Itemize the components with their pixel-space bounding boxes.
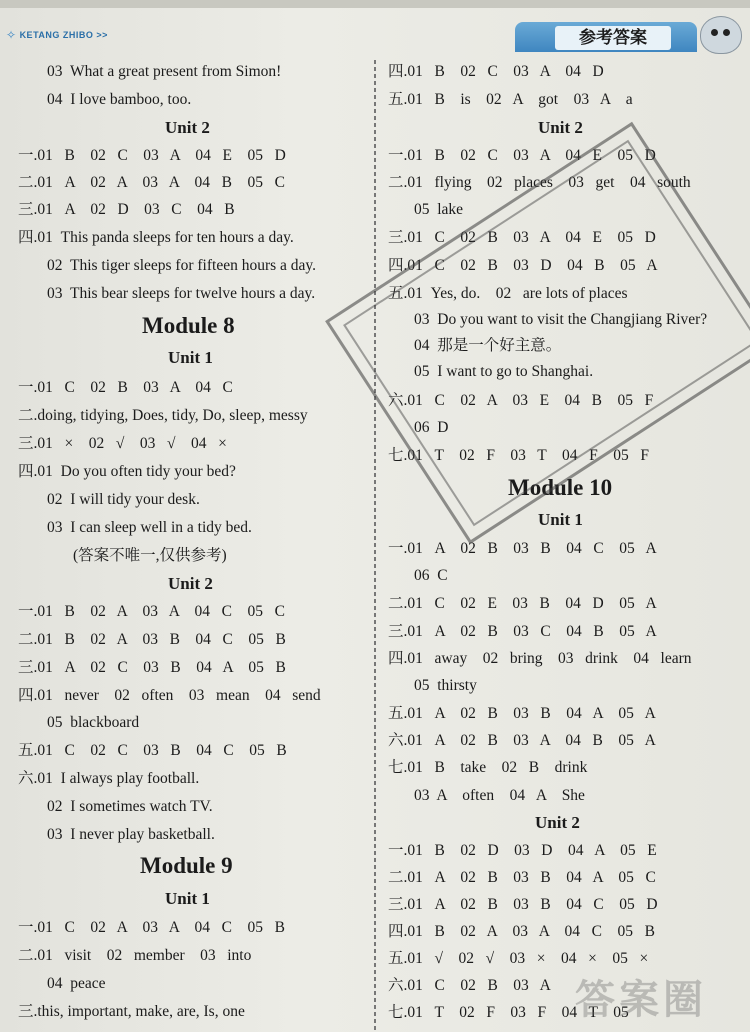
brand-text: KETANG ZHIBO >> bbox=[19, 30, 108, 40]
column-divider bbox=[374, 60, 376, 1030]
answer-line: 03 A often 04 A She bbox=[414, 787, 585, 804]
brand-header bbox=[6, 28, 108, 42]
answer-line: 五.01 B is 02 A got 03 A a bbox=[388, 91, 633, 108]
mascot-eye-right bbox=[723, 29, 730, 36]
answer-line: 05 thirsty bbox=[414, 677, 477, 694]
answer-line: 03 I never play basketball. bbox=[47, 826, 215, 843]
answer-line: 六.01 A 02 B 03 A 04 B 05 A bbox=[388, 732, 656, 749]
mascot-eye-left bbox=[711, 29, 718, 36]
answer-line: 一.01 A 02 B 03 B 04 C 05 A bbox=[388, 540, 657, 557]
module-heading: Module 9 bbox=[140, 853, 233, 878]
answer-line: 五.01 C 02 C 03 B 04 C 05 B bbox=[18, 742, 287, 759]
answer-line: 03 What a great present from Simon! bbox=[47, 63, 282, 80]
answer-line: 05 blackboard bbox=[47, 714, 140, 731]
answer-line: 五.01 Yes, do. 02 are lots of places bbox=[388, 285, 628, 302]
unit-heading: Unit 2 bbox=[168, 574, 213, 593]
answer-line: 02 This tiger sleeps for fifteen hours a day. bbox=[47, 257, 317, 274]
top-edge bbox=[0, 0, 750, 8]
answer-line: 三.01 × 02 √ 03 √ 04 × bbox=[18, 435, 227, 452]
answer-line: 三.01 A 02 C 03 B 04 A 05 B bbox=[18, 659, 286, 676]
answer-line: 三.this, important, make, are, Is, one bbox=[18, 1003, 245, 1020]
unit-heading: Unit 1 bbox=[168, 348, 213, 367]
answer-line: 二.01 visit 02 member 03 into bbox=[18, 947, 252, 964]
unit-heading: Unit 1 bbox=[165, 889, 210, 908]
section-tab-label: 参考答案 bbox=[555, 26, 671, 50]
answer-line: 四.01 never 02 often 03 mean 04 send bbox=[18, 687, 321, 704]
unit-heading: Unit 2 bbox=[535, 813, 580, 832]
answer-line: 06 D bbox=[414, 419, 449, 436]
answer-line: 四.01 away 02 bring 03 drink 04 learn bbox=[388, 650, 692, 667]
answer-line: 05 I want to go to Shanghai. bbox=[414, 363, 594, 380]
brand-mark-icon: ✧ bbox=[6, 28, 17, 42]
answer-line: 03 I can sleep well in a tidy bed. bbox=[47, 519, 252, 536]
answer-line: 一.01 B 02 C 03 A 04 E 05 D bbox=[18, 147, 286, 164]
answer-line: 五.01 A 02 B 03 B 04 A 05 A bbox=[388, 705, 656, 722]
answer-line: 四.01 B 02 A 03 A 04 C 05 B bbox=[388, 923, 655, 940]
answer-line: 六.01 I always play football. bbox=[18, 770, 200, 787]
answer-line: 四.01 C 02 B 03 D 04 B 05 A bbox=[388, 257, 658, 274]
unit-heading: Unit 2 bbox=[538, 118, 583, 137]
answer-line: 02 I sometimes watch TV. bbox=[47, 798, 213, 815]
answer-line: 一.01 C 02 B 03 A 04 C bbox=[18, 379, 233, 396]
answer-line: 六.01 C 02 A 03 E 04 B 05 F bbox=[388, 392, 654, 409]
answer-line: 02 I will tidy your desk. bbox=[47, 491, 200, 508]
answer-line: 三.01 A 02 B 03 C 04 B 05 A bbox=[388, 623, 657, 640]
answer-line: 四.01 Do you often tidy your bed? bbox=[18, 463, 236, 480]
answer-line: 七.01 T 02 F 03 F 04 T 05 bbox=[388, 1004, 629, 1021]
answer-line: 二.01 C 02 E 03 B 04 D 05 A bbox=[388, 595, 657, 612]
answer-line: 一.01 C 02 A 03 A 04 C 05 B bbox=[18, 919, 285, 936]
mascot-icon bbox=[700, 16, 742, 54]
answer-line: 二.01 A 02 B 03 B 04 A 05 C bbox=[388, 869, 656, 886]
answer-line: 三.01 A 02 D 03 C 04 B bbox=[18, 201, 235, 218]
answer-line: 四.01 This panda sleeps for ten hours a day. bbox=[18, 229, 294, 246]
answer-line: 一.01 B 02 D 03 D 04 A 05 E bbox=[388, 842, 657, 859]
answer-line: 04 peace bbox=[47, 975, 106, 992]
answer-line: (答案不唯一,仅供参考) bbox=[73, 547, 227, 564]
answer-line: 二.01 flying 02 places 03 get 04 south bbox=[388, 174, 691, 191]
answer-line: 二.01 A 02 A 03 A 04 B 05 C bbox=[18, 174, 285, 191]
unit-heading: Unit 1 bbox=[538, 510, 583, 529]
answer-line: 二.doing, tidying, Does, tidy, Do, sleep, messy bbox=[18, 407, 308, 424]
answer-line: 03 Do you want to visit the Changjiang River? bbox=[414, 311, 708, 328]
answer-line: 一.01 B 02 C 03 A 04 E 05 D bbox=[388, 147, 656, 164]
answer-line: 三.01 A 02 B 03 B 04 C 05 D bbox=[388, 896, 658, 913]
answer-line: 三.01 C 02 B 03 A 04 E 05 D bbox=[388, 229, 656, 246]
module-heading: Module 10 bbox=[508, 475, 613, 500]
section-tab bbox=[515, 22, 697, 52]
answer-line: 二.01 B 02 A 03 B 04 C 05 B bbox=[18, 631, 286, 648]
answer-line: 05 lake bbox=[414, 201, 464, 218]
answer-line: 06 C bbox=[414, 567, 448, 584]
module-heading: Module 8 bbox=[142, 313, 235, 338]
answer-line: 四.01 B 02 C 03 A 04 D bbox=[388, 63, 604, 80]
answer-line: 五.01 √ 02 √ 03 × 04 × 05 × bbox=[388, 950, 649, 967]
answer-line: 七.01 B take 02 B drink bbox=[388, 759, 588, 776]
answer-line: 03 This bear sleeps for twelve hours a day. bbox=[47, 285, 316, 302]
answer-line: 六.01 C 02 B 03 A bbox=[388, 977, 551, 994]
answer-line: 04 那是一个好主意。 bbox=[414, 337, 562, 354]
answer-line: 04 I love bamboo, too. bbox=[47, 91, 192, 108]
watermark-logo: 答案圈 bbox=[575, 977, 707, 1023]
answer-line: 七.01 T 02 F 03 T 04 F 05 F bbox=[388, 447, 649, 464]
answer-line: 一.01 B 02 A 03 A 04 C 05 C bbox=[18, 603, 285, 620]
unit-heading: Unit 2 bbox=[165, 118, 210, 137]
